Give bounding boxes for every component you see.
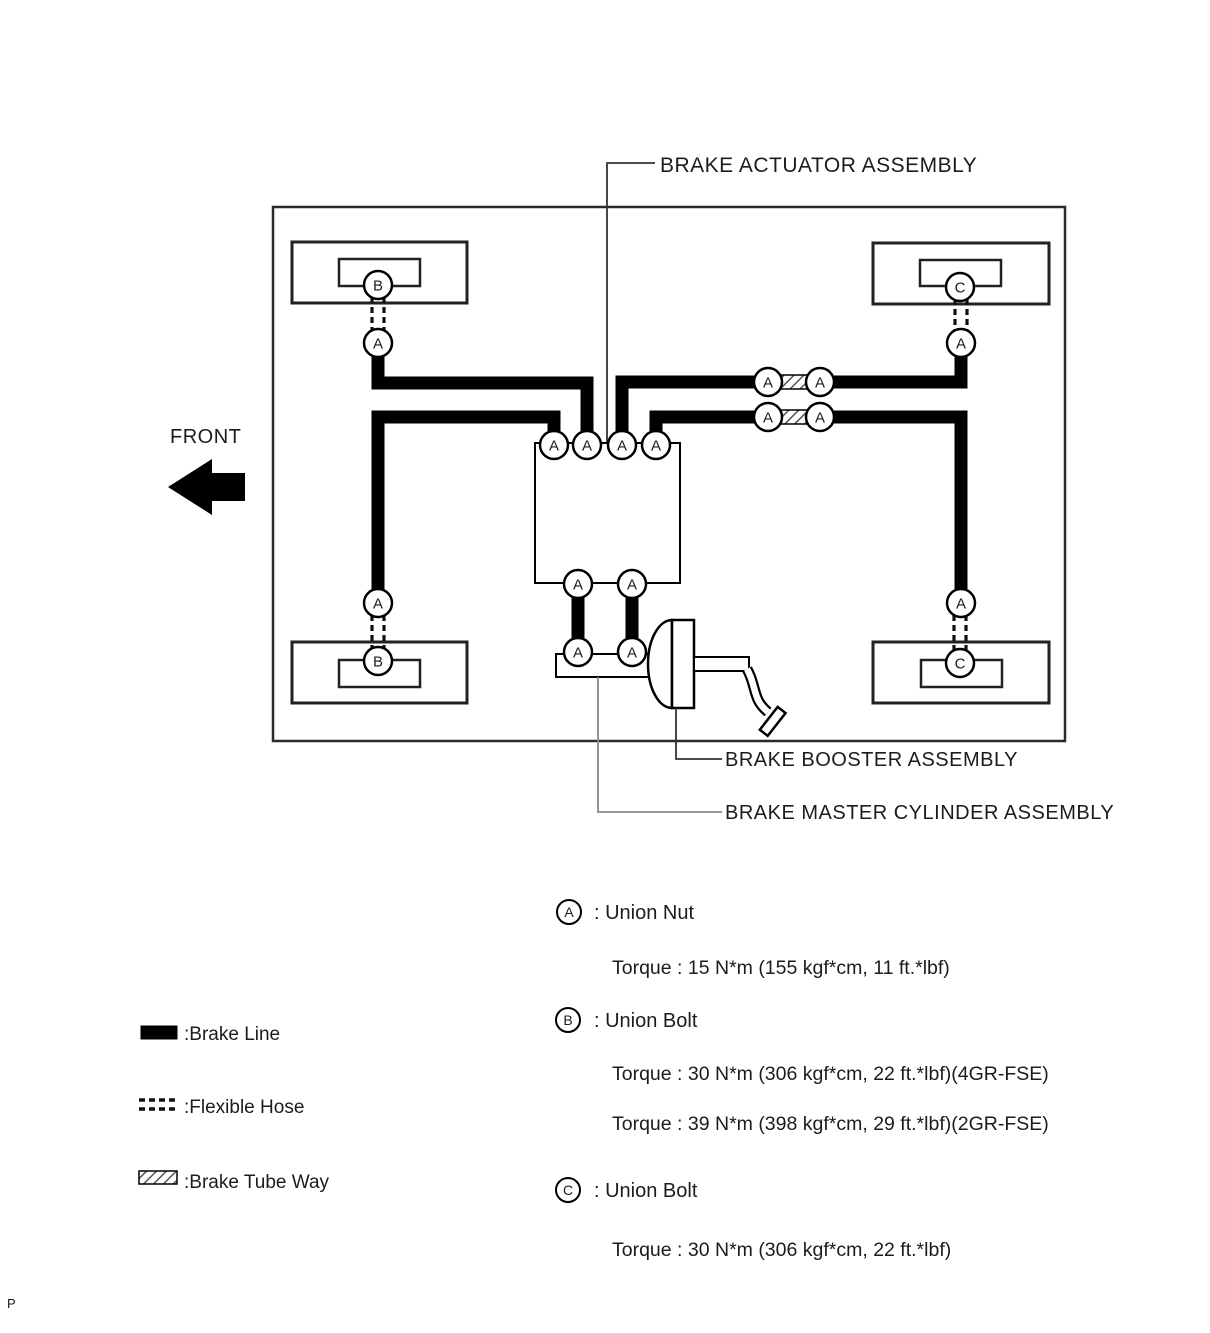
- booster-pushrod: [694, 657, 749, 671]
- marker-letter: B: [372, 277, 384, 295]
- torque-spec-b2: Torque : 39 N*m (398 kgf*cm, 29 ft.*lbf)(2GR-FSE): [612, 1113, 1049, 1135]
- key-marker-letter: C: [562, 1182, 574, 1198]
- legend-label-brake-line: :Brake Line: [184, 1024, 281, 1045]
- legend: [139, 1024, 330, 1193]
- marker-letter: A: [372, 335, 384, 353]
- marker-letter: A: [762, 409, 774, 427]
- actuator-label: BRAKE ACTUATOR ASSEMBLY: [660, 154, 978, 177]
- key-marker-letter: A: [564, 904, 574, 920]
- booster-body: [672, 620, 694, 708]
- marker-A-actuator-out-left: [564, 570, 592, 598]
- marker-letter: A: [572, 576, 584, 594]
- marker-A-front-left: [364, 329, 392, 357]
- marker-letter: A: [762, 374, 774, 392]
- front-label: FRONT: [170, 426, 242, 448]
- legend-label-brake-tube-way: :Brake Tube Way: [184, 1172, 330, 1193]
- marker-letter: A: [616, 437, 628, 455]
- marker-letter: A: [581, 437, 593, 455]
- torque-spec-c: Torque : 30 N*m (306 kgf*cm, 22 ft.*lbf): [612, 1239, 952, 1261]
- marker-letter: A: [955, 335, 967, 353]
- marker-A-rear-right: [947, 589, 975, 617]
- booster-label: BRAKE BOOSTER ASSEMBLY: [725, 749, 1018, 771]
- key-entry-union-bolt-c: [556, 1178, 951, 1261]
- marker-C-rear-right: [946, 649, 974, 677]
- marker-letter: A: [626, 644, 638, 662]
- marker-A-actuator-1: [540, 431, 568, 459]
- page-corner-mark: P: [7, 1296, 16, 1311]
- marker-A-master-right: [618, 638, 646, 666]
- marker-letter: A: [814, 409, 826, 427]
- marker-letter: A: [372, 595, 384, 613]
- brake-tube-way-swatch: [139, 1171, 177, 1184]
- master-cylinder-label: BRAKE MASTER CYLINDER ASSEMBLY: [725, 802, 1115, 824]
- marker-A-tubeway-upper-right: [806, 368, 834, 396]
- key-name-union-bolt-b: : Union Bolt: [594, 1010, 698, 1032]
- marker-A-actuator-out-right: [618, 570, 646, 598]
- front-arrow-icon: [168, 459, 245, 515]
- marker-letter: A: [572, 644, 584, 662]
- marker-A-front-right: [947, 329, 975, 357]
- flexible-hose-swatch: [139, 1100, 177, 1109]
- torque-spec-a: Torque : 15 N*m (155 kgf*cm, 11 ft.*lbf): [612, 957, 950, 979]
- key-entry-union-bolt-b: [556, 1008, 1049, 1135]
- marker-A-tubeway-lower-left: [754, 403, 782, 431]
- marker-C-front-right: [946, 273, 974, 301]
- marker-B-rear-left: [364, 647, 392, 675]
- marker-A-actuator-4: [642, 431, 670, 459]
- brake-line-swatch: [141, 1026, 177, 1039]
- marker-B-front-left: [364, 271, 392, 299]
- marker-A-actuator-3: [608, 431, 636, 459]
- tube-way-hatch-lower: [779, 410, 809, 424]
- marker-letter: A: [626, 576, 638, 594]
- tube-way-hatch-upper: [779, 375, 809, 389]
- marker-letter: C: [954, 655, 966, 673]
- marker-letter: B: [372, 653, 384, 671]
- marker-A-master-left: [564, 638, 592, 666]
- marker-A-rear-left: [364, 589, 392, 617]
- key-name-union-bolt-c: : Union Bolt: [594, 1180, 698, 1202]
- torque-spec-b1: Torque : 30 N*m (306 kgf*cm, 22 ft.*lbf)(4GR-FSE): [612, 1063, 1049, 1085]
- marker-A-tubeway-upper-left: [754, 368, 782, 396]
- marker-letter: A: [955, 595, 967, 613]
- key-entry-union-nut: [557, 900, 950, 979]
- key-marker-letter: B: [563, 1012, 573, 1028]
- marker-letter: A: [650, 437, 662, 455]
- marker-letter: A: [548, 437, 560, 455]
- marker-letter: A: [814, 374, 826, 392]
- torque-key: [556, 900, 1049, 1261]
- legend-label-flexible-hose: :Flexible Hose: [184, 1097, 305, 1118]
- brake-actuator-box: [535, 443, 680, 583]
- marker-A-tubeway-lower-right: [806, 403, 834, 431]
- marker-A-actuator-2: [573, 431, 601, 459]
- key-name-union-nut: : Union Nut: [594, 902, 695, 924]
- marker-letter: C: [954, 279, 966, 297]
